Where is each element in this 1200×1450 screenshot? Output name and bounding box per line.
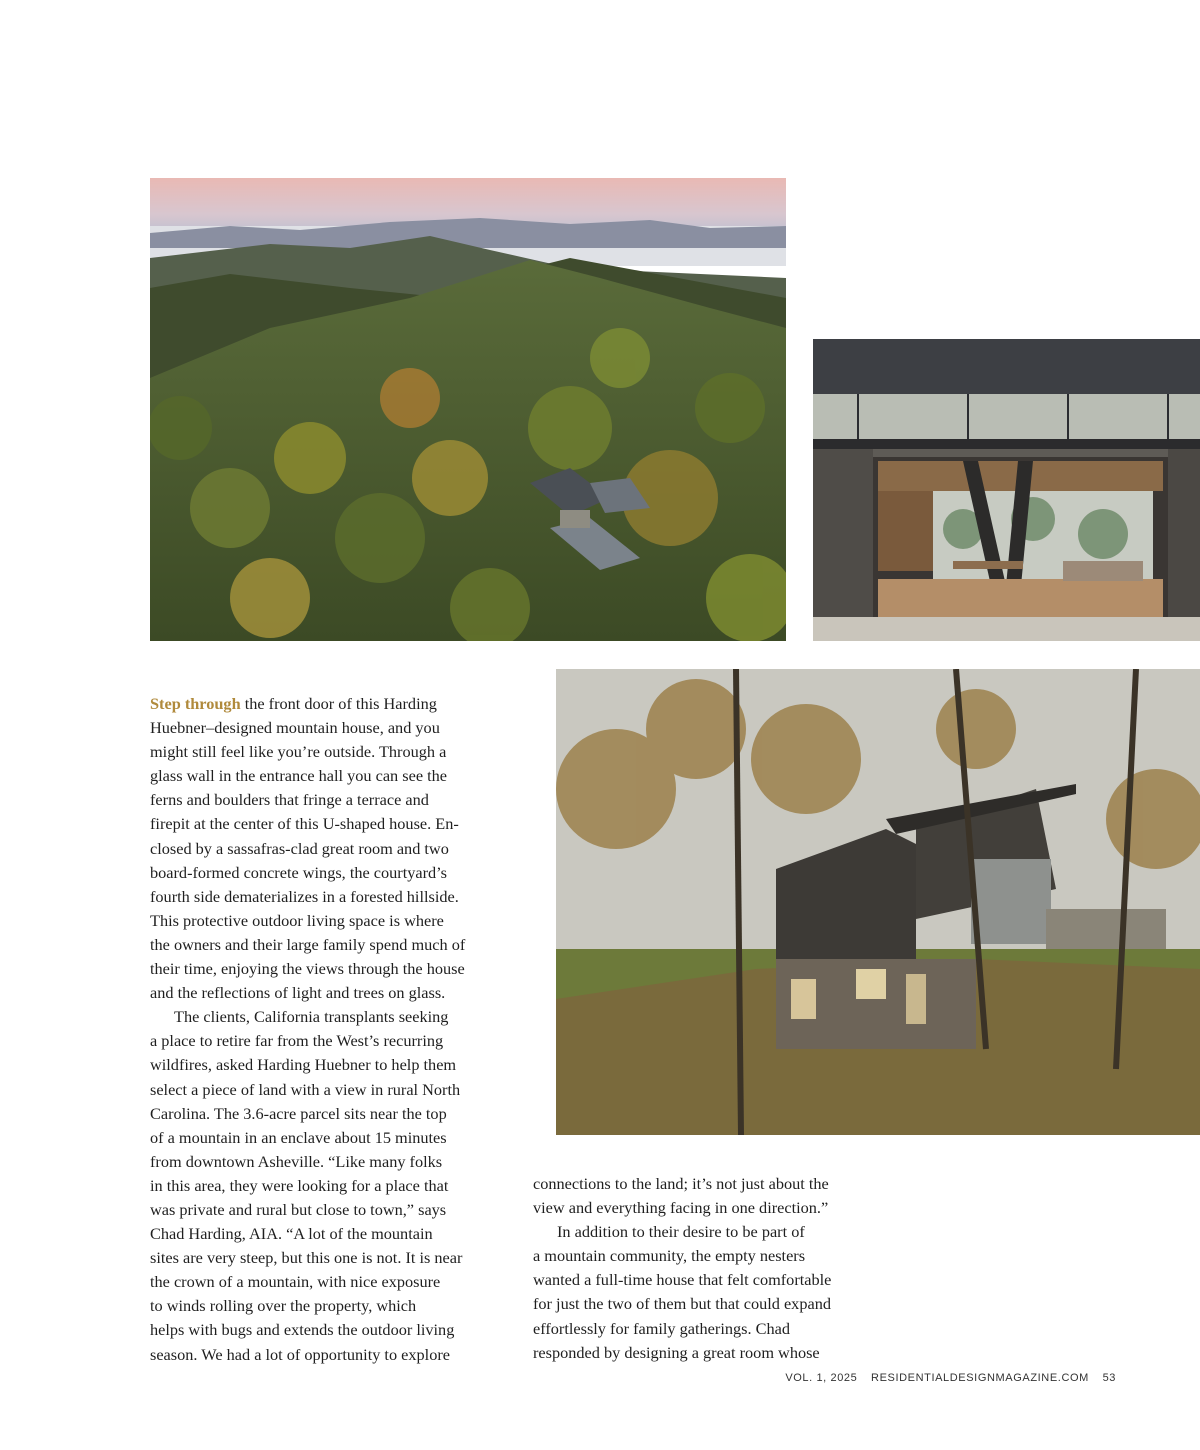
- text-line: was private and rural but close to town,” says: [150, 1199, 447, 1219]
- house-exterior-photo: [556, 669, 1200, 1135]
- page-number: 53: [1102, 1372, 1116, 1384]
- text-line: in this area, they were looking for a place that: [150, 1175, 449, 1195]
- text-line: Huebner–designed mountain house, and you: [150, 718, 440, 738]
- text-line: helps with bugs and extends the outdoor living: [150, 1320, 455, 1340]
- text-line: This protective outdoor living space is where: [150, 910, 444, 930]
- body-text-left-column: [150, 692, 510, 1367]
- text-line: the owners and their large family spend much of: [150, 934, 466, 954]
- text-line: effortlessly for family gatherings. Chad: [533, 1318, 790, 1338]
- website-label: RESIDENTIALDESIGNMAGAZINE.COM: [871, 1372, 1089, 1384]
- text-line: the crown of a mountain, with nice exposure: [150, 1272, 441, 1292]
- text-line-content: the front door of this Harding: [240, 694, 437, 713]
- text-line: closed by a sassafras-clad great room and two: [150, 838, 449, 858]
- page-footer: [785, 1372, 1116, 1384]
- text-line: Chad Harding, AIA. “A lot of the mountain: [150, 1224, 433, 1244]
- text-line: their time, enjoying the views through the house: [150, 959, 465, 979]
- text-line: glass wall in the entrance hall you can see the: [150, 766, 448, 786]
- text-line: select a piece of land with a view in rural North: [150, 1079, 461, 1099]
- text-line: wanted a full-time house that felt comfortable: [533, 1270, 832, 1290]
- text-line: In addition to their desire to be part of: [557, 1222, 805, 1242]
- text-line: season. We had a lot of opportunity to explore: [150, 1344, 450, 1364]
- text-line: for just the two of them but that could expand: [533, 1294, 831, 1314]
- text-line: a mountain community, the empty nesters: [533, 1246, 806, 1266]
- text-line: sites are very steep, but this one is not. It is near: [150, 1248, 463, 1268]
- aerial-mountain-photo: [150, 178, 786, 641]
- text-line: fourth side dematerializes in a forested hillside.: [150, 886, 459, 906]
- text-line: a place to retire far from the West’s recurring: [150, 1031, 444, 1051]
- text-line: board-formed concrete wings, the courtyard’s: [150, 862, 448, 882]
- lead-in-text: Step through: [150, 694, 241, 713]
- text-line: ferns and boulders that fringe a terrace and: [150, 790, 429, 810]
- text-line: Carolina. The 3.6-acre parcel sits near the top: [150, 1103, 447, 1123]
- text-line: view and everything facing in one direction.”: [533, 1198, 829, 1218]
- text-line: might still feel like you’re outside. Through a: [150, 742, 447, 762]
- text-line: responded by designing a great room whose: [533, 1342, 820, 1362]
- body-text-right-column: [533, 1172, 893, 1365]
- interior-great-room-photo: [813, 339, 1200, 641]
- text-line: to winds rolling over the property, which: [150, 1296, 417, 1316]
- text-line: firepit at the center of this U-shaped house. En-: [150, 814, 459, 834]
- text-line: [150, 692, 510, 716]
- text-line: and the reflections of light and trees on glass.: [150, 983, 446, 1003]
- text-line: connections to the land; it’s not just about the: [533, 1174, 829, 1193]
- volume-label: VOL. 1, 2025: [785, 1372, 858, 1384]
- text-line: from downtown Asheville. “Like many folks: [150, 1151, 443, 1171]
- text-line: The clients, California transplants seeking: [174, 1007, 449, 1027]
- text-line: of a mountain in an enclave about 15 minutes: [150, 1127, 447, 1147]
- text-line: wildfires, asked Harding Huebner to help them: [150, 1055, 457, 1075]
